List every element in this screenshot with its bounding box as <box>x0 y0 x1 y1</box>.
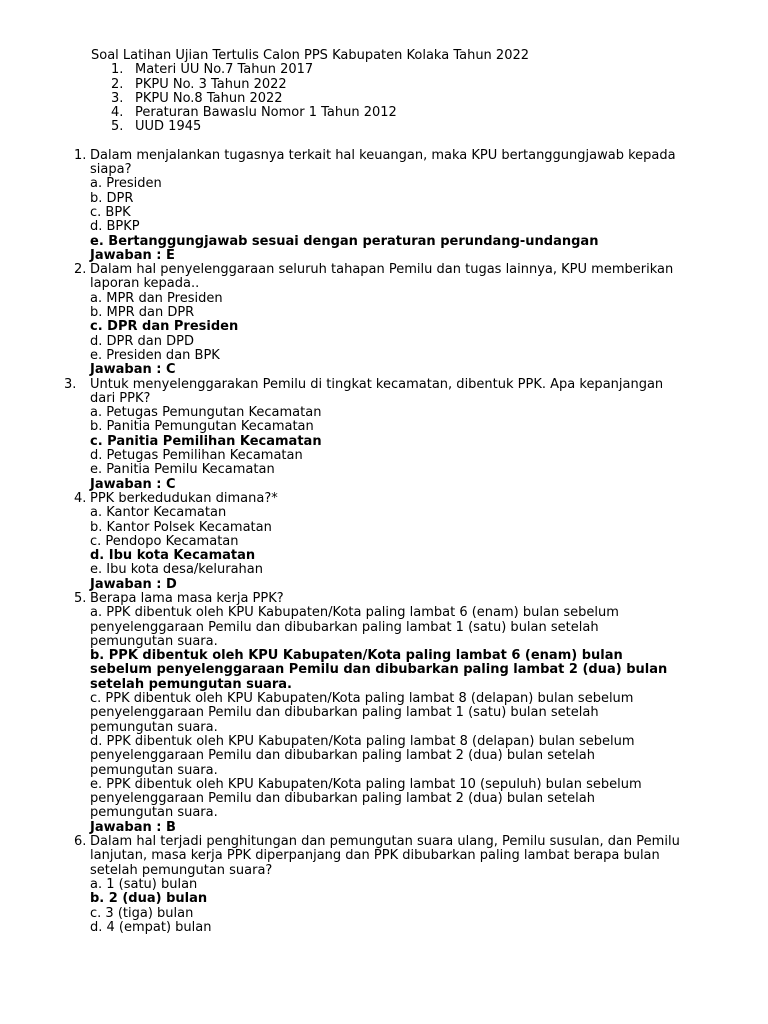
option-e: e. Panitia Pemilu Kecamatan <box>90 462 275 478</box>
reference-item: 2. PKPU No. 3 Tahun 2022 <box>111 76 287 92</box>
option-b: b. Panitia Pemungutan Kecamatan <box>90 419 314 435</box>
answer-key: Jawaban : D <box>90 576 177 592</box>
question-text: Untuk menyelenggarakan Pemilu di tingkat kecamatan, dibentuk PPK. Apa kepanjangan dari PPK? <box>90 376 664 406</box>
question-4: 4. PPK berkedudukan dimana?* a. Kantor Kecamatan b. Kantor Polsek Kecamatan c. Pendopo Kecamatan d. Ibu kota Kecamatan e. Ibu kota desa/kelurahan Jawaban : D <box>0 492 768 592</box>
option-a: a. Petugas Pemungutan Kecamatan <box>90 405 322 421</box>
option-b: b. Kantor Polsek Kecamatan <box>90 519 272 535</box>
option-d: d. PPK dibentuk oleh KPU Kabupaten/Kota paling lambat 8 (delapan) bulan sebelum penyelenggaraan Pemilu dan dibubarkan paling lambat 2 (dua) bulan setelah pemungutan suara. <box>90 733 635 778</box>
option-b-correct: b. 2 (dua) bulan <box>90 891 208 907</box>
option-b-correct: b. PPK dibentuk oleh KPU Kabupaten/Kota paling lambat 6 (enam) bulan sebelum penyelenggaraan Pemilu dan dibubarkan paling lambat 2 (dua) bulan setelah pemungutan suara. <box>90 648 668 692</box>
option-d: d. Petugas Pemilihan Kecamatan <box>90 448 303 464</box>
question-1: 1. Dalam menjalankan tugasnya terkait hal keuangan, maka KPU bertanggungjawab kepada siapa? a. Presiden b. DPR c. BPK d. BPKP e. Bertanggungjawab sesuai dengan peraturan perundang-undangan Jawaban : E <box>0 149 768 263</box>
option-e: e. Ibu kota desa/kelurahan <box>90 562 263 578</box>
question-6: 6. Dalam hal terjadi penghitungan dan pemungutan suara ulang, Pemilu susulan, dan Pemilu lanjutan, masa kerja PPK diperpanjang dan PPK dibubarkan paling lambat berapa bulan setelah pemungutan suara? a. 1 (satu) bulan b. 2 (dua) bulan c. 3 (tiga) bulan d. 4 (empat) bulan <box>0 835 768 935</box>
reference-item: 1. Materi UU No.7 Tahun 2017 <box>111 62 314 78</box>
option-a: a. Kantor Kecamatan <box>90 505 227 521</box>
option-c: c. 3 (tiga) bulan <box>90 905 194 921</box>
option-c: c. Pendopo Kecamatan <box>90 533 239 549</box>
reference-item: 4. Peraturan Bawaslu Nomor 1 Tahun 2012 <box>111 105 397 121</box>
option-d-correct: d. Ibu kota Kecamatan <box>90 548 256 564</box>
answer-key: Jawaban : B <box>90 819 176 835</box>
question-text: Berapa lama masa kerja PPK? <box>90 590 284 606</box>
option-a: a. MPR dan Presiden <box>90 290 223 306</box>
answer-key: Jawaban : C <box>90 476 176 492</box>
answer-key: Jawaban : C <box>90 362 176 378</box>
option-d: d. DPR dan DPD <box>90 333 194 349</box>
option-a: a. 1 (satu) bulan <box>90 876 198 892</box>
option-c-correct: c. Panitia Pemilihan Kecamatan <box>90 433 322 449</box>
answer-key: Jawaban : E <box>90 247 175 263</box>
option-a: a. Presiden <box>90 176 162 192</box>
question-text: Dalam hal terjadi penghitungan dan pemungutan suara ulang, Pemilu susulan, dan Pemilu lanjutan, masa kerja PPK diperpanjang dan PPK dibubarkan paling lambat berapa bulan setelah pemungutan suara? <box>90 834 680 878</box>
option-b: b. MPR dan DPR <box>90 305 195 321</box>
option-c-correct: c. DPR dan Presiden <box>90 319 239 335</box>
question-3: 3. Untuk menyelenggarakan Pemilu di tingkat kecamatan, dibentuk PPK. Apa kepanjangan dari PPK? a. Petugas Pemungutan Kecamatan b. Panitia Pemungutan Kecamatan c. Panitia Pemilihan Kecamatan d. Petugas Pemilihan Kecamatan e. Panitia Pemilu Kecamatan Jawaban : C <box>0 378 768 492</box>
question-2: 2. Dalam hal penyelenggaraan seluruh tahapan Pemilu dan tugas lainnya, KPU memberikan laporan kepada.. a. MPR dan Presiden b. MPR dan DPR c. DPR dan Presiden d. DPR dan DPD e. Presiden dan BPK Jawaban : C <box>0 263 768 377</box>
reference-list <box>0 63 768 134</box>
question-text: PPK berkedudukan dimana?* <box>90 490 278 506</box>
option-b: b. DPR <box>90 190 134 206</box>
reference-item: 5. UUD 1945 <box>111 119 202 135</box>
option-a: a. PPK dibentuk oleh KPU Kabupaten/Kota paling lambat 6 (enam) bulan sebelum penyelenggaraan Pemilu dan dibubarkan paling lambat 1 (satu) bulan setelah pemungutan suara. <box>90 605 619 649</box>
document-title: Soal Latihan Ujian Tertulis Calon PPS Kabupaten Kolaka Tahun 2022 <box>91 48 530 63</box>
option-d: d. BPKP <box>90 219 140 235</box>
option-e-correct: e. Bertanggungjawab sesuai dengan peraturan perundang-undangan <box>90 233 599 249</box>
document-page <box>0 49 768 935</box>
question-text: Dalam hal penyelenggaraan seluruh tahapan Pemilu dan tugas lainnya, KPU memberikan laporan kepada.. <box>90 262 674 292</box>
reference-item: 3. PKPU No.8 Tahun 2022 <box>111 90 283 106</box>
option-e: e. PPK dibentuk oleh KPU Kabupaten/Kota paling lambat 10 (sepuluh) bulan sebelum penyelenggaraan Pemilu dan dibubarkan paling lambat 2 (dua) bulan setelah pemungutan suara. <box>90 776 642 821</box>
option-e: e. Presiden dan BPK <box>90 347 220 363</box>
option-d: d. 4 (empat) bulan <box>90 919 212 935</box>
question-5: 5. Berapa lama masa kerja PPK? a. PPK dibentuk oleh KPU Kabupaten/Kota paling lambat 6 (enam) bulan sebelum penyelenggaraan Pemilu dan dibubarkan paling lambat 1 (satu) bulan setelah pemungutan suara. b. PPK dibentuk oleh KPU Kabupaten/Kota paling lambat 6 (enam) bulan sebelum penyelenggaraan Pemilu dan dibubarkan paling lambat 2 (dua) bulan setelah pemungutan suara. c. PPK dibentuk oleh KPU Kabupaten/Kota paling lambat 8 (delapan) bulan sebelum penyelenggaraan Pemilu dan dibubarkan paling lambat 1 (satu) bulan setelah pemungutan suara. d. PPK dibentuk oleh KPU Kabupaten/Kota paling lambat 8 (delapan) bulan sebelum penyelenggaraan Pemilu dan dibubarkan paling lambat 2 (dua) bulan setelah pemungutan suara. e. PPK dibentuk oleh KPU Kabupaten/Kota paling lambat 10 (sepuluh) bulan sebelum penyelenggaraan Pemilu dan dibubarkan paling lambat 2 (dua) bulan setelah pemungutan suara. Jawaban : B <box>0 592 768 835</box>
question-text: Dalam menjalankan tugasnya terkait hal keuangan, maka KPU bertanggungjawab kepada siapa? <box>90 147 676 178</box>
option-c: c. BPK <box>90 204 131 220</box>
option-c: c. PPK dibentuk oleh KPU Kabupaten/Kota paling lambat 8 (delapan) bulan sebelum penyelenggaraan Pemilu dan dibubarkan paling lambat 1 (satu) bulan setelah pemungutan suara. <box>90 691 634 735</box>
